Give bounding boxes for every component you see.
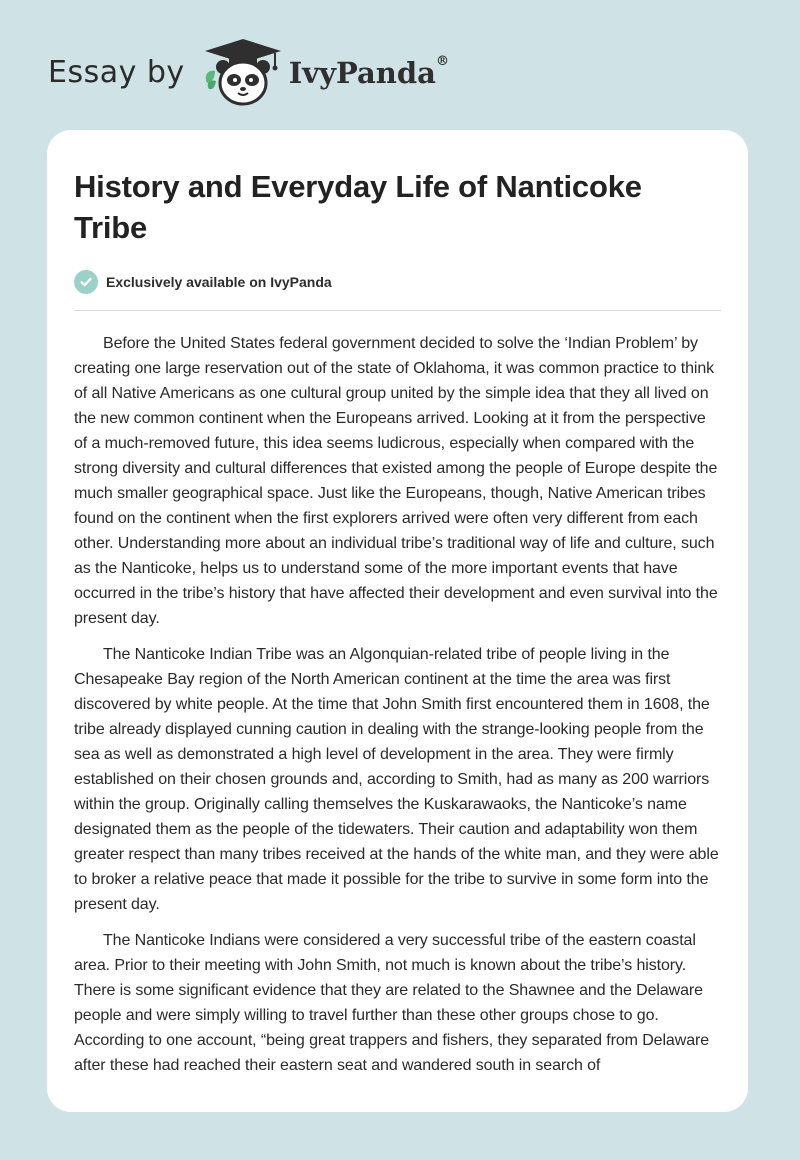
divider xyxy=(74,310,721,311)
essay-card xyxy=(47,130,748,1112)
exclusive-badge-label: Exclusively available on IvyPanda xyxy=(106,274,332,290)
essay-title: History and Everyday Life of Nanticoke Tribe xyxy=(74,169,642,245)
paragraph: Before the United States federal government decided to solve the ‘Indian Problem’ by creating one large reservation out of the state of Oklahoma, it was common practice to think of all Native Americans as one cultural group united by the simple idea that they all lived on the new common continent when the Europeans arrived. Looking at it from the perspective of a much-removed future, this idea seems ludicrous, especially when compared with the strong diversity and cultural differences that existed among the people of Europe despite the much smaller geographical space. Just like the Europeans, though, Native American tribes found on the continent when the first explorers arrived were often very different from each other. Understanding more about an individual tribe’s traditional way of life and culture, such as the Nanticoke, helps us to understand some of the more important events that have occurred in the tribe’s history that have affected their development and even survival into the present day. xyxy=(74,335,718,627)
essay-body xyxy=(74,331,721,1078)
exclusive-badge xyxy=(74,268,721,296)
brand-header[interactable] xyxy=(48,38,449,108)
panda-graduate-icon xyxy=(201,37,285,109)
brand-name-text: IvyPanda xyxy=(288,55,436,90)
paragraph: The Nanticoke Indians were considered a very successful tribe of the eastern coastal area. Prior to their meeting with John Smith, not much is known about the tribe’s history. There is some significant evidence that they are related to the Shawnee and the Delaware people and were simply willing to travel further than these other groups chose to go. According to one account, “being great trappers and fishers, they separated from Delaware after these had reached their eastern seat and wandered south in search of xyxy=(74,932,710,1074)
registered-mark: ® xyxy=(435,53,449,69)
brand-name xyxy=(288,53,449,90)
check-icon xyxy=(74,270,98,294)
paragraph: The Nanticoke Indian Tribe was an Algonquian-related tribe of people living in the Chesapeake Bay region of the North American continent at the time the area was first discovered by white people. At the time that John Smith first encountered them in 1608, the tribe already displayed cunning caution in dealing with the strange-looking people from the sea as well as demonstrated a high level of development in the area. They were firmly established on their chosen grounds and, according to Smith, had as many as 200 warriors within the group. Originally calling themselves the Kuskarawaoks, the Nanticoke’s name designated them as the people of the tidewaters. Their caution and adaptability won them greater respect than many tribes received at the hands of the white man, and they were able to broker a relative peace that made it possible for the tribe to survive in some form into the present day. xyxy=(74,646,719,913)
essay-by-label: Essay by xyxy=(48,55,185,90)
